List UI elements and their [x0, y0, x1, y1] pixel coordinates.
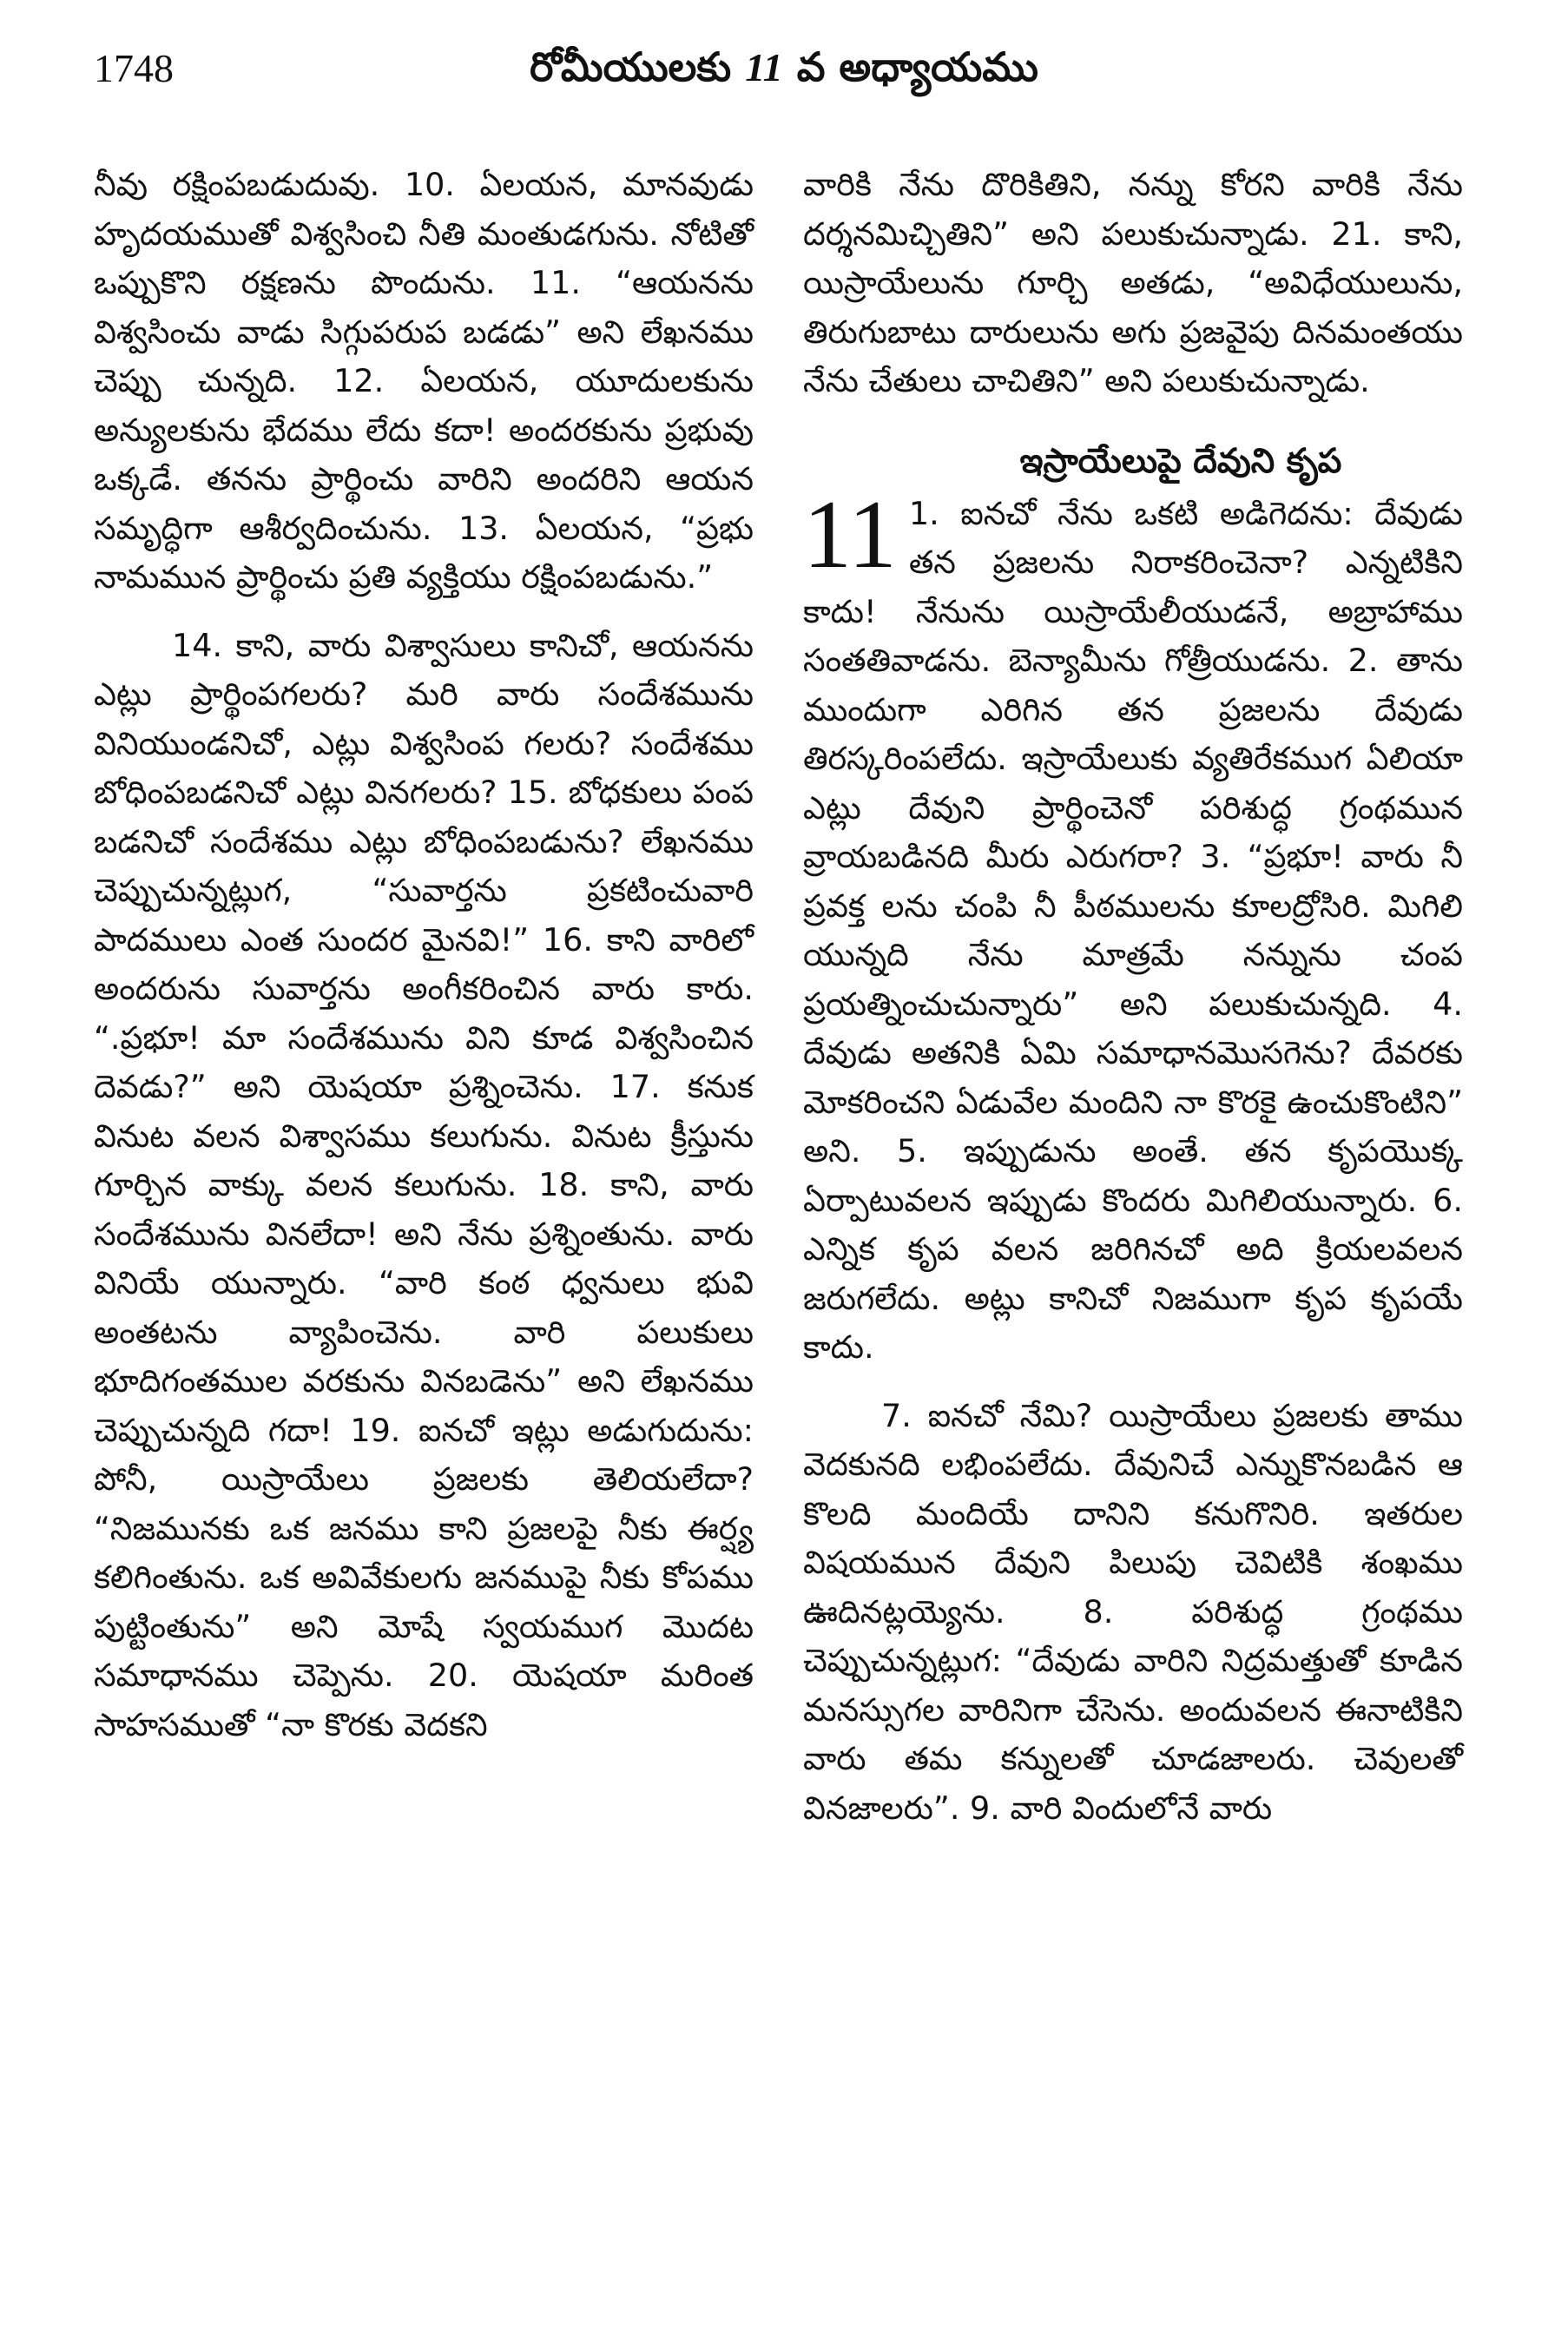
chapter-number: 11 — [803, 480, 897, 589]
right-column — [803, 161, 1463, 1852]
left-paragraph-1: నీవు రక్షింపబడుదువు. 10. ఏలయన, మానవుడు హృదయముతో విశ్వసించి నీతి మంతుడగును. నోటితో ఒప్పుకొని రక్షణను పొందును. 11. “ఆయనను విశ్వసించు వాడు సిగ్గుపరుప బడడు” అని లేఖనము చెప్పు చున్నది. 12. ఏలయన, యూదులకును అన్యులకును భేదము లేదు కదా! అందరకును ప్రభువు ఒక్కడే. తనను ప్రార్థించు వారిని అందరిని ఆయన సమృద్ధిగా ఆశీర్వదించును. 13. ఏలయన, “ప్రభు నామమున ప్రార్థించు ప్రతి వ్యక్తియు రక్షింపబడును.” — [94, 166, 754, 596]
running-title-suffix: వ అధ్యాయము — [796, 43, 1038, 90]
section-heading: ఇస్రాయేలుపై దేవుని కృప — [1019, 441, 1342, 481]
chapter-opening-text: 1. ఐనచో నేను ఒకటి అడిగెదను: దేవుడు తన ప్రజలను నిరాకరించెనా? ఎన్నటికిని కాదు! నేనును యిస్రాయేలీయుడనే, అబ్రాహాము సంతతివాడను. బెన్యామీను గోత్రీయుడను. 2. తాను ముందుగా ఎరిగిన తన ప్రజలను దేవుడు తిరస్కరింపలేదు. ఇస్రాయేలుకు వ్యతిరేకముగ ఏలియా ఎట్లు దేవుని ప్రార్థించెనో పరిశుద్ధ గ్రంథమున వ్రాయబడినది మీరు ఎరుగరా? 3. “ప్రభూ! వారు నీ ప్రవక్త లను చంపి నీ పీఠములను కూలద్రోసిరి. మిగిలి యున్నది నేను మాత్రమే నన్నును చంప ప్రయత్నించుచున్నారు” అని పలుకుచున్నది. 4. దేవుడు అతనికి ఏమి సమాధానమొసగెను? దేవరకు మోకరించని ఏడువేల మందిని నా కొరకై ఉంచుకొంటిని” అని. 5. ఇప్పుడును అంతే. తన కృపయొక్క ఏర్పాటువలన ఇప్పుడు కొందరు మిగిలియున్నారు. 6. ఎన్నిక కృప వలన జరిగినచో అది క్రియలవలన జరుగలేదు. అట్లు కానిచో నిజముగా కృప కృపయే కాదు. — [803, 494, 1463, 1366]
right-paragraph-3: 7. ఐనచో నేమి? యిస్రాయేలు ప్రజలకు తాము వెదకునది లభింపలేదు. దేవునిచే ఎన్నుకొనబడిన ఆ కొలది మందియే దానిని కనుగొనిరి. ఇతరుల విషయమున దేవుని పిలుపు చెవిటికి శంఖము ఊదినట్లయ్యెను. 8. పరిశుద్ధ గ్రంథము చెప్పుచున్నట్లుగ: “దేవుడు వారిని నిద్రమత్తుతో కూడిన మనస్సుగల వారినిగా చేసెను. అందువలన ఈనాటికిని వారు తమ కన్నులతో చూడజాలరు. చెవులతో వినజాలరు”. 9. వారి విందులోనే వారు — [803, 1396, 1463, 1827]
running-title — [0, 43, 1568, 101]
running-title-book: రోమీయులకు — [530, 43, 732, 90]
right-paragraph-1: వారికి నేను దొరికితిని, నన్ను కోరని వారికి నేను దర్శనమిచ్చితిని” అని పలుకుచున్నాడు. 21. కాని, యిస్రాయేలును గూర్చి అతడు, “అవిధేయులును, తిరుగుబాటు దారులును అగు ప్రజవైపు దినమంతయు నేను చేతులు చాచితిని” అని పలుకుచున్నాడు. — [803, 166, 1463, 399]
right-paragraph-2 — [803, 480, 1463, 1373]
page-number: 1748 — [94, 46, 174, 90]
left-column — [94, 161, 754, 1769]
left-paragraph-2: 14. కాని, వారు విశ్వాసులు కానిచో, ఆయనను ఎట్లు ప్రార్థింపగలరు? మరి వారు సందేశమును వినియుండనిచో, ఎట్లు విశ్వసింప గలరు? సందేశము బోధింపబడనిచో ఎట్లు వినగలరు? 15. బోధకులు పంప బడనిచో సందేశము ఎట్లు బోధింపబడును? లేఖనము చెప్పుచున్నట్లుగ, “సువార్తను ప్రకటించువారి పాదములు ఎంత సుందర మైనవి!” 16. కాని వారిలో అందరును సువార్తను అంగీకరించిన వారు కారు. “.ప్రభూ! మా సందేశమును విని కూడ విశ్వసించిన దెవడు?” అని యెషయా ప్రశ్నించెను. 17. కనుక వినుట వలన విశ్వాసము కలుగును. వినుట క్రీస్తును గూర్చిన వాక్కు వలన కలుగును. 18. కాని, వారు సందేశమును వినలేదా! అని నేను ప్రశ్నింతును. వారు వినియే యున్నారు. “వారి కంఠ ధ్వనులు భువి అంతటను వ్యాపించెను. వారి పలుకులు భూదిగంతముల వరకును వినబడెను” అని లేఖనము చెప్పుచున్నది గదా! 19. ఐనచో ఇట్లు అడుగుదును: పోనీ, యిస్రాయేలు ప్రజలకు తెలియలేదా? “నిజమునకు ఒక జనము కాని ప్రజలపై నీకు ఈర్ష్య కలిగింతును. ఒక అవివేకులగు జనముపై నీకు కోపము పుట్టింతును” అని మోషే స్వయముగ మొదట సమాధానము చెప్పెను. 20. యెషయా మరింత సాహసముతో “నా కొరకు వెదకని — [94, 626, 754, 1743]
running-title-chapter: 11 — [745, 45, 783, 89]
